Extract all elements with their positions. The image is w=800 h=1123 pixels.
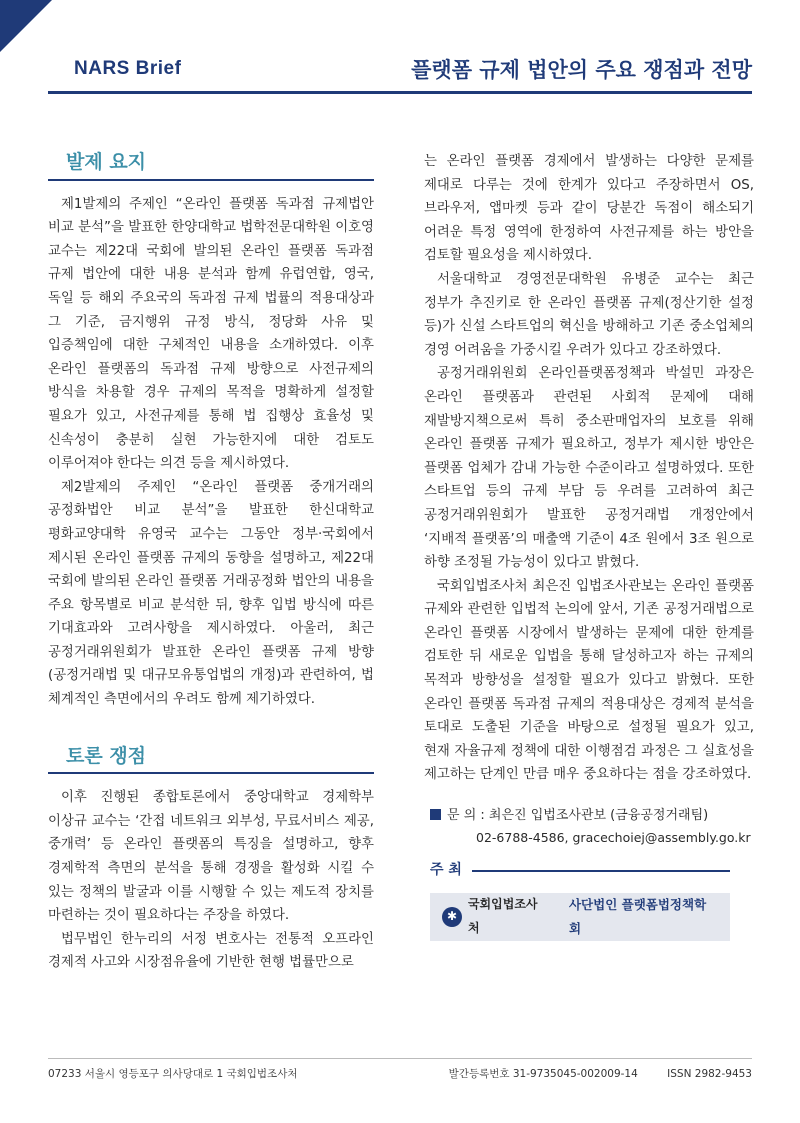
paragraph: 서울대학교 경영전문대학원 유병준 교수는 최근 정부가 추진키로 한 온라인 플랫폼 규제(정산기한 설정 등)가 신설 스타트업의 혁신을 방해하고 기존 중소업체의 경영 어려움을 가중시킬 우려가 있다고 강조하였다. [424,271,754,358]
paragraph: 이후 진행된 종합토론에서 중앙대학교 경제학부 이상규 교수는 ‘간접 네트워크 외부성, 무료서비스 제공, 중개력’ 등 온라인 플랫폼의 특징을 설명하고, 향후 경제학적 측면의 분석을 통해 경쟁을 활성화 시킬 수 있는 정책의 발굴과 이를 시행할 수 있는 제도적 장치를 마련하는 것이 필요하다는 주장을 하였다. [48,790,374,924]
header-divider [48,91,752,94]
paragraph: 법무법인 한누리의 서정 변호사는 전통적 오프라인 경제적 사고와 시장점유율에 기반한 현행 법률만으로 [48,931,374,971]
footer-publication-info [423,1066,752,1081]
left-column [48,148,374,975]
host-box [430,859,730,941]
host-org-assembly: 국회입법조사처 [467,897,538,935]
registration-number: 발간등록번호 31-9735045-002009-14 [448,1068,638,1080]
section-heading-label: 발제 요지 [66,151,147,173]
right-column [424,150,754,941]
section-presentation-heading [48,148,374,181]
host-rule [472,870,730,872]
section-rule [48,772,374,774]
host-label: 주 최 [430,862,462,879]
issn: ISSN 2982-9453 [667,1068,752,1080]
paragraph: 제1발제의 주제인 “온라인 플랫폼 독과점 규제법안 비교 분석”을 발표한 한양대학교 법학전문대학원 이호영 교수는 제22대 국회에 발의된 온라인 플랫폼 독과점 규제 법안에 대한 내용 분석과 함께 유럽연합, 영국, 독일 등 해외 주요국의 독과점 규제 법률의 적용대상과 그 기준, 금지행위 규정 방식, 정당화 사유 및 입증책임에 대한 구체적인 내용을 소개하였다. 이후 온라인 플랫폼의 독과점 규제 방향으로 사전규제의 방식을 차용할 경우 규제의 목적을 명확하게 설정할 필요가 있고, 사전규제를 통해 법 집행상 효율성 및 신속성이 충분히 실현 가능한지에 대한 검토도 이루어져야 한다는 의견 등을 제시하였다. [48,196,374,472]
paragraph: 국회입법조사처 최은진 입법조사관보는 온라인 플랫폼 규제와 관련한 입법적 논의에 앞서, 기존 공정거래법으로 온라인 플랫폼 시장에서 발생하는 문제에 대한 한계를 검토한 뒤 새로운 입법을 통해 달성하고자 하는 규제의 목적과 방향성을 설정할 필요가 있다고 밝혔다. 또한 온라인 플랫폼 독과점 규제의 적용대상은 경제적 분석을 토대로 도출된 기준을 바탕으로 설정될 필요가 있고, 현재 자율규제 정책에 대한 이행점검 과정은 그 실효성을 제고하는 단계인 만큼 매우 중요하다는 점을 강조하였다. [424,578,754,783]
host-org-society: 사단법인 플랫폼법정책학회 [568,897,707,936]
contact-info [424,805,754,849]
paragraph: 공정거래위원회 온라인플랫폼정책과 박설민 과장은 온라인 플랫폼과 관련된 사회적 문제에 대해 재발방지책으로써 특히 중소판매업자의 보호를 위해 온라인 플랫폼 규제가 필요하고, 정부가 제시한 방안은 플랫폼 업체가 감내 가능한 수준이라고 설명하였다. 또한 스타트업 등의 규제 부담 등 우려를 고려하여 최근 공정거래위원회가 발표한 공정거래법 개정안에서 ‘지배적 플랫폼’의 매출액 기준이 4조 원에서 3조 원으로 하향 조정될 가능성이 있다고 밝혔다. [424,366,754,571]
section-discussion-heading [48,742,374,775]
paragraph: 제2발제의 주제인 “온라인 플랫폼 중개거래의 공정화법안 비교 분석”을 발표한 한신대학교 평화교양대학 유영국 교수는 그동안 정부·국회에서 제시된 온라인 플랫폼 규제의 동향을 설명하고, 제22대 국회에 발의된 온라인 플랫폼 거래공정화 법안의 내용을 주요 항목별로 비교 분석한 뒤, 향후 입법 방식에 따른 기대효과와 고려사항을 제시하였다. 아울러, 최근 공정거래위원회가 발표한 온라인 플랫폼 규제 방향(공정거래법 및 대규모유통업법의 개정)과 관련하여, 법 체계적인 측면에서의 우려도 함께 제기하였다. [48,479,374,708]
brand-logo: NARS Brief [74,58,182,79]
assembly-emblem-icon: ✱ [442,907,462,927]
square-bullet-icon [430,809,441,820]
footer-address: 07233 서울시 영등포구 의사당대로 1 국회입법조사처 [48,1068,298,1080]
page-title: 플랫폼 규제 법안의 주요 쟁점과 전망 [411,58,752,82]
corner-decoration [0,0,52,52]
footer-divider [48,1058,752,1059]
contact-line: 문 의 : 최은진 입법조사관보 (금융공정거래팀) [447,808,709,824]
section-rule [48,179,374,181]
contact-details: 02-6788-4586, gracechoiej@assembly.go.kr [476,830,751,846]
paragraph-continued: 는 온라인 플랫폼 경제에서 발생하는 다양한 문제를 제대로 다루는 것에 한계가 있다고 주장하면서 OS, 브라우저, 앱마켓 등과 같이 당분간 독점이 해소되기 어려운 특정 영역에 한정하여 사전규제를 하는 방안을 검토할 필요성을 제시하였다. [424,154,754,264]
host-organizations [430,893,730,941]
section-heading-label: 토론 쟁점 [66,744,147,767]
